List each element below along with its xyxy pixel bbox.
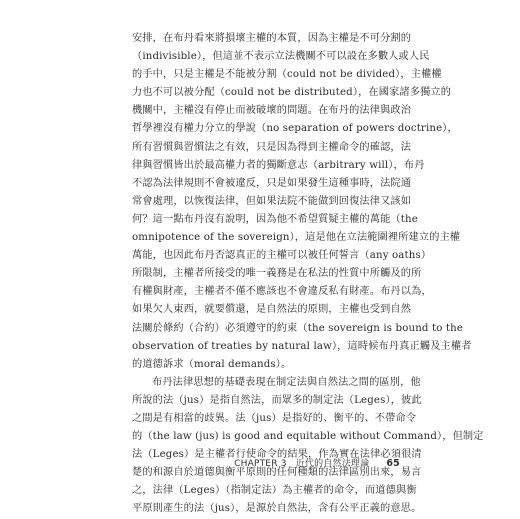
body-text xyxy=(132,30,484,519)
chapter-title: 近代的自然法理論 xyxy=(295,459,370,469)
text-line: 法關於條約（合約）必須遵守的約束（the sovereign is bound to the xyxy=(132,322,464,334)
text-line: 的道德訴求（moral demands）。 xyxy=(132,358,292,370)
text-line: observation of treaties by natural law），這時候布丹真正觸及主權者 xyxy=(132,340,472,352)
text-line: 常會處理，以恢復法律，但如果法院不能做到回復法律又該如 xyxy=(132,195,412,207)
text-line: 之，法律（Leges）（指制定法）為主權者的命令，而道德與衡 xyxy=(132,485,417,497)
page-number: 65 xyxy=(386,458,400,469)
text-line: 所有習慣與習慣法之有效，只是因為得到主權命令的確認，法 xyxy=(132,141,412,153)
text-line: 機關中，主權沒有停止而被破壞的問題。在布丹的法律與政治 xyxy=(132,105,412,117)
text-line: 如果欠人東西，就要償還，是自然法的原則，主權也受到自然 xyxy=(132,304,412,316)
text-line: 的（the law (jus) is good and equitable without Command），但制定 xyxy=(132,431,484,443)
text-line: 平原則產生的法（jus），是源於自然法，含有公平正義的意思。 xyxy=(132,503,422,515)
text-line: 所限制，主權者所接受的唯一義務是在私法的性質中所觸及的所 xyxy=(132,268,422,280)
text-line: 萬能，也因此布丹否認真正的主權可以被任何誓言（any oaths） xyxy=(132,250,432,262)
text-line: 法（Leges）是主權者行使命令的結果，作為實在法律必須很清 xyxy=(132,449,422,461)
text-line: 力也不可以被分配（could not be distributed），在國家諸多獨立的 xyxy=(132,87,452,99)
text-line: （indivisible），但這並不表示立法機關不可以設在多數人或人民 xyxy=(132,51,430,63)
page-footer xyxy=(234,456,400,469)
text-line: 律與習慣皆出於最高權力者的獨斷意志（arbitrary will），布丹 xyxy=(132,159,425,171)
text-line: 的手中，只是主權是不能被分割（could not be divided），主權權 xyxy=(132,69,442,81)
text-line: 哲學裡沒有權力分立的學說（no separation of powers doctrine）， xyxy=(132,123,458,135)
text-line: 何？這一點布丹沒有說明，因為他不希望質疑主權的萬能（the xyxy=(132,213,418,225)
text-line: 楚的和源自於道德與衡平原則的任何種類的法律區別出來，易言 xyxy=(132,467,422,479)
text-line: 安排，在布丹看來將損壞主權的本質，因為主權是不可分割的 xyxy=(132,33,412,44)
text-line: 之間是有相當的歧異。法（jus）是指好的、衡平的、不帶命令 xyxy=(132,412,417,424)
text-line: omnipotence of the sovereign），這是他在立法範圍裡所建立的主權 xyxy=(132,232,461,244)
text-line: 不認為法律規則不會被違反，只是如果發生這種事時，法院通 xyxy=(132,177,412,189)
text-line: 所說的法（jus）是指自然法，而眾多的制定法（Leges），彼此 xyxy=(132,394,422,406)
chapter-label: CHAPTER 3 xyxy=(234,459,287,469)
paragraph-first-line: 布丹法律思想的基礎表現在制定法與自然法之間的區別，他 xyxy=(152,376,421,388)
text-line: 有權與財產，主權者不僅不應該也不會違反私有財產。布丹以為， xyxy=(132,286,432,298)
